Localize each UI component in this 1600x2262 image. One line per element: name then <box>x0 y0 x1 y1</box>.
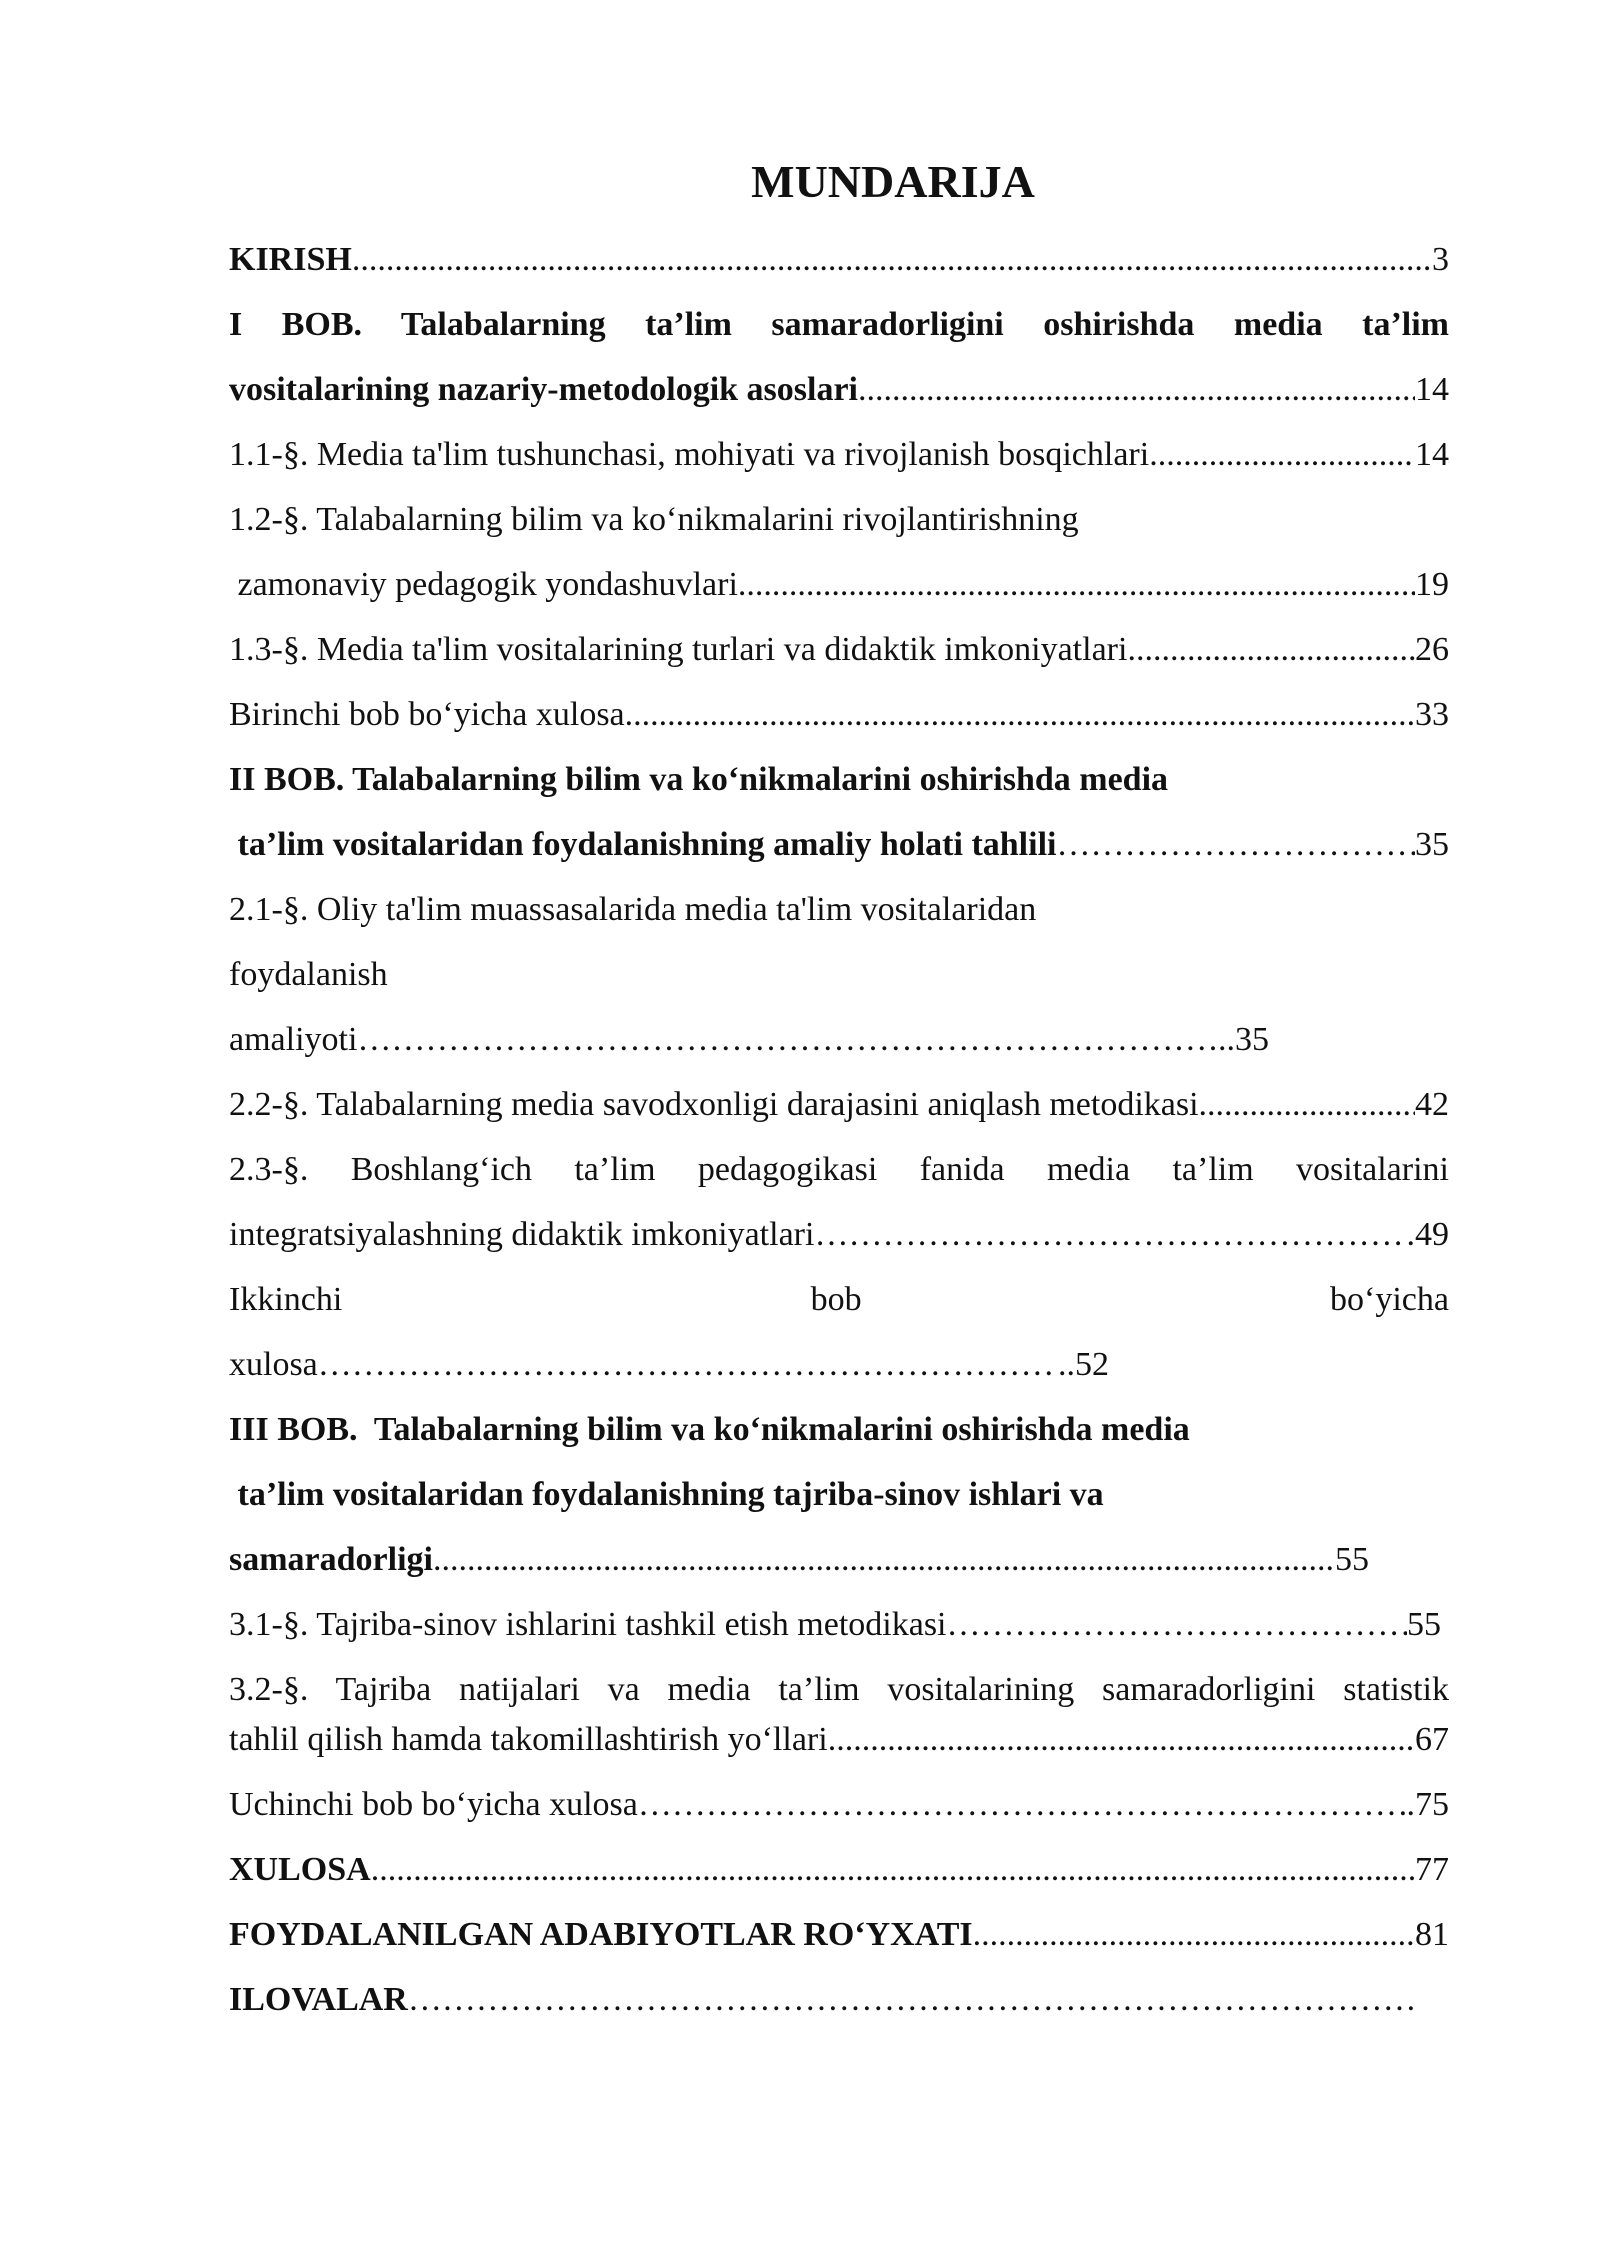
toc-leader <box>1127 622 1415 678</box>
toc-leader <box>738 557 1415 613</box>
toc-page-number: .75 <box>1406 1786 1449 1823</box>
toc-section-2-1-title-cont: foydalanish <box>229 956 388 993</box>
toc-entry-1-3 <box>229 622 1449 678</box>
toc-label: Birinchi bob bo‘yicha xulosa <box>229 696 625 733</box>
toc-entry-2-3 <box>229 1207 1449 1263</box>
toc-page-number: 33 <box>1415 696 1449 733</box>
toc-section-1-2-title: 1.2-§. Talabalarning bilim va ko‘nikmalarini rivojlantirishning <box>229 501 1079 538</box>
toc-label: amaliyoti <box>229 1021 358 1058</box>
toc-leader <box>1199 1077 1415 1133</box>
toc-leader <box>1056 817 1415 873</box>
page-title: MUNDARIJA <box>751 156 1035 207</box>
toc-entry-adabiyotlar <box>229 1907 1449 1963</box>
toc-entry-2-1 <box>229 1012 1269 1068</box>
toc-section-2-3-title: 2.3-§. Boshlang‘ich ta’lim pedagogikasi fanida media ta’lim vositalarini <box>229 1151 1449 1188</box>
toc-leader <box>814 1207 1406 1263</box>
toc-label: tahlil qilish hamda takomillashtirish yo‘llari <box>229 1721 828 1758</box>
toc-leader <box>638 1777 1407 1833</box>
toc-leader <box>352 232 1432 288</box>
toc-label: FOYDALANILGAN ADABIYOTLAR RO‘YXATI <box>229 1916 973 1953</box>
toc-word: Ikkinchi <box>229 1281 343 1318</box>
toc-entry-3-2 <box>229 1712 1449 1768</box>
toc-label: XULOSA <box>229 1851 371 1888</box>
toc-entry-xulosa-2 <box>229 1337 1109 1393</box>
toc-page-number: 14 <box>1415 371 1449 408</box>
toc-section-3-2-title: 3.2-§. Tajriba natijalari va media ta’lim vositalarining samaradorligini statistik <box>229 1671 1449 1708</box>
toc-entry-3-1 <box>229 1597 1441 1653</box>
toc-page-number: ..52 <box>1058 1346 1109 1383</box>
toc-label: samaradorligi <box>229 1541 433 1578</box>
toc-label: xulosa <box>229 1346 318 1383</box>
toc-entry-2-2 <box>229 1077 1449 1133</box>
toc-page-number: .49 <box>1406 1216 1449 1253</box>
toc-entry-kirish <box>229 232 1449 288</box>
toc-leader <box>408 1972 1414 2028</box>
toc-leader <box>947 1597 1407 1653</box>
toc-label: vositalarining nazariy-metodologik asoslari <box>229 371 858 408</box>
toc-label: ta’lim vositalaridan foydalanishning amaliy holati tahlili <box>229 826 1057 863</box>
toc-page-number: 26 <box>1415 631 1449 668</box>
toc-page-number: 81 <box>1415 1916 1449 1953</box>
toc-leader <box>1149 427 1415 483</box>
toc-chapter-1-title: I BOB. Talabalarning ta’lim samaradorligini oshirishda media ta’lim <box>229 306 1449 343</box>
toc-page-number: 67 <box>1415 1721 1449 1758</box>
toc-entry-xulosa <box>229 1842 1449 1898</box>
toc-entry-ilovalar <box>229 1972 1414 2028</box>
toc-leader <box>433 1532 1335 1588</box>
toc-label: Uchinchi bob bo‘yicha xulosa <box>229 1786 638 1823</box>
toc-label: 2.2-§. Talabalarning media savodxonligi darajasini aniqlash metodikasi <box>229 1086 1199 1123</box>
toc-word: bo‘yicha <box>1330 1281 1449 1318</box>
toc-leader <box>973 1907 1415 1963</box>
toc-entry-xulosa-1 <box>229 687 1449 743</box>
toc-leader <box>625 687 1415 743</box>
toc-label: KIRISH <box>229 241 352 278</box>
toc-entry-1-1 <box>229 427 1449 483</box>
toc-page-number: 55 <box>1407 1606 1441 1643</box>
toc-entry-bob3 <box>229 1532 1369 1588</box>
toc-page-number: 42 <box>1415 1086 1449 1123</box>
toc-page-number: 77 <box>1415 1851 1449 1888</box>
toc-page-number: 55 <box>1335 1541 1369 1578</box>
toc-page-number: 35 <box>1415 826 1449 863</box>
toc-page-number: 19 <box>1415 566 1449 603</box>
toc-leader <box>318 1337 1058 1393</box>
toc-label: ILOVALAR <box>229 1981 408 2018</box>
toc-page-number: 3 <box>1432 241 1449 278</box>
toc-section-2-1-title: 2.1-§. Oliy ta'lim muassasalarida media ta'lim vositalaridan <box>229 891 1037 928</box>
toc-label: zamonaviy pedagogik yondashuvlari <box>229 566 738 603</box>
toc-chapter-2-title: II BOB. Talabalarning bilim va ko‘nikmalarini oshirishda media <box>229 761 1169 798</box>
toc-entry-1-2 <box>229 557 1449 613</box>
toc-page-number: 14 <box>1415 436 1449 473</box>
toc-entry-xulosa-3 <box>229 1777 1449 1833</box>
toc-chapter-3-title: III BOB. Talabalarning bilim va ko‘nikmalarini oshirishda media <box>229 1411 1190 1448</box>
toc-entry-bob2 <box>229 817 1449 873</box>
toc-chapter-3-title-cont: ta’lim vositalaridan foydalanishning tajriba-sinov ishlari va <box>229 1476 1104 1513</box>
toc-word: bob <box>810 1281 862 1318</box>
toc-label: integratsiyalashning didaktik imkoniyatlari <box>229 1216 815 1253</box>
toc-page-number: ..35 <box>1218 1021 1269 1058</box>
toc-entry-bob1 <box>229 362 1449 418</box>
toc-label: 1.1-§. Media ta'lim tushunchasi, mohiyati va rivojlanish bosqichlari <box>229 436 1150 473</box>
toc-leader <box>828 1712 1415 1768</box>
toc-xulosa-2-title <box>229 1272 1449 1328</box>
toc-leader <box>371 1842 1415 1898</box>
toc-leader <box>858 362 1415 418</box>
toc-leader <box>357 1012 1218 1068</box>
toc-label: 1.3-§. Media ta'lim vositalarining turlari va didaktik imkoniyatlari <box>229 631 1128 668</box>
toc-label: 3.1-§. Tajriba-sinov ishlarini tashkil etish metodikasi <box>229 1606 947 1643</box>
